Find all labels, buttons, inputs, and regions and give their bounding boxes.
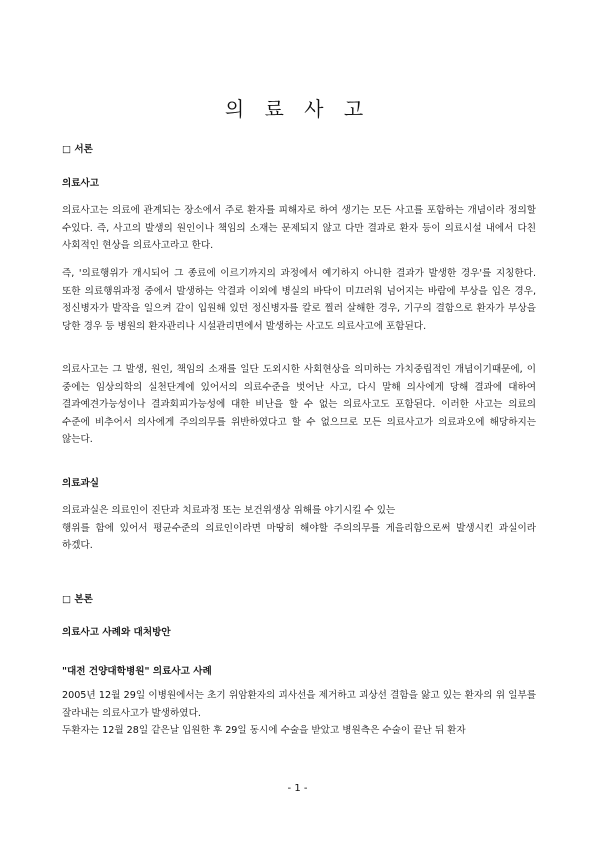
section-body-heading: □ 본론 [62,594,93,605]
document-title: 의 료 사 고 [224,97,371,121]
subheading-case-hospital: "대전 건양대학병원" 의료사고 사례 [62,666,212,677]
paragraph-value-neutral: 의료사고는 그 발생, 원인, 책임의 소재를 일단 도외시한 사회현상을 의미하는 가치중립적인 개념이기때문에, 이 중에는 임상의학의 실천단계에 있어서의 의료수준을 벗어난 사고, 다시 말해 의사에게 당해 결과에 대하여 결과예견가능성이나 결과회피가능성에 대한 비난을 할 수 없는 의료사고도 포함된다. 이러한 사고는 의료의 수준에 비추어서 의사에게 주의의무를 위반하였다고 할 수 없으므로 모든 의료사고가 의료과오에 해당하지는 않는다. [62,364,536,445]
paragraph-case-description: 2005년 12월 29일 이병원에서는 초기 위암환자의 괴사선을 제거하고 괴상선 결함을 앓고 있는 환자의 위 일부를 잘라내는 의료사고가 발생하였다. 두환자는 12월 28일 같은날 입원한 후 29일 동시에 수술을 받았고 병원측은 수술이 끝난 뒤 환자 [62,690,536,736]
paragraph-negligence: 의료과실은 의료인이 진단과 치료과정 또는 보건위생상 위해를 야기시킬 수 있는 행위를 함에 있어서 평균수준의 의료인이라면 마땅히 해야할 주의의무를 게을리함으로써 발생시킨 과실이라 하겠다. [62,505,536,551]
paragraph-scope: 즉, '의료행위가 개시되어 그 종료에 이르기까지의 과정에서 예기하지 아니한 결과가 발생한 경우'를 지칭한다. 또한 의료행위과정 중에서 발생하는 악결과 이외에 병실의 바닥이 미끄러워 넘어지는 바람에 부상을 입은 경우, 정신병자가 발작을 일으켜 같이 입원해 있던 정신병자를 칼로 찔러 살해한 경우, 기구의 결함으로 환자가 부상을 당한 경우 등 병원의 환자관리나 시설관리면에서 발생하는 사고도 의료사고에 포함된다. [62,268,536,332]
page-number: - 1 - [287,783,308,794]
subheading-cases: 의료사고 사례와 대처방안 [62,627,171,638]
subheading-medical-accident: 의료사고 [62,178,100,189]
subheading-medical-negligence: 의료과실 [62,478,100,489]
section-intro-heading: □ 서론 [62,144,93,155]
paragraph-definition: 의료사고는 의료에 관계되는 장소에서 주로 환자를 피해자로 하여 생기는 모든 사고를 포함하는 개념이라 정의할 수있다. 즉, 사고의 발생의 원인이나 책임의 소재는 문제되지 않고 다만 결과로 환자 등이 의료시설 내에서 다친 사회적인 현상을 의료사고라고 한다. [62,205,536,251]
